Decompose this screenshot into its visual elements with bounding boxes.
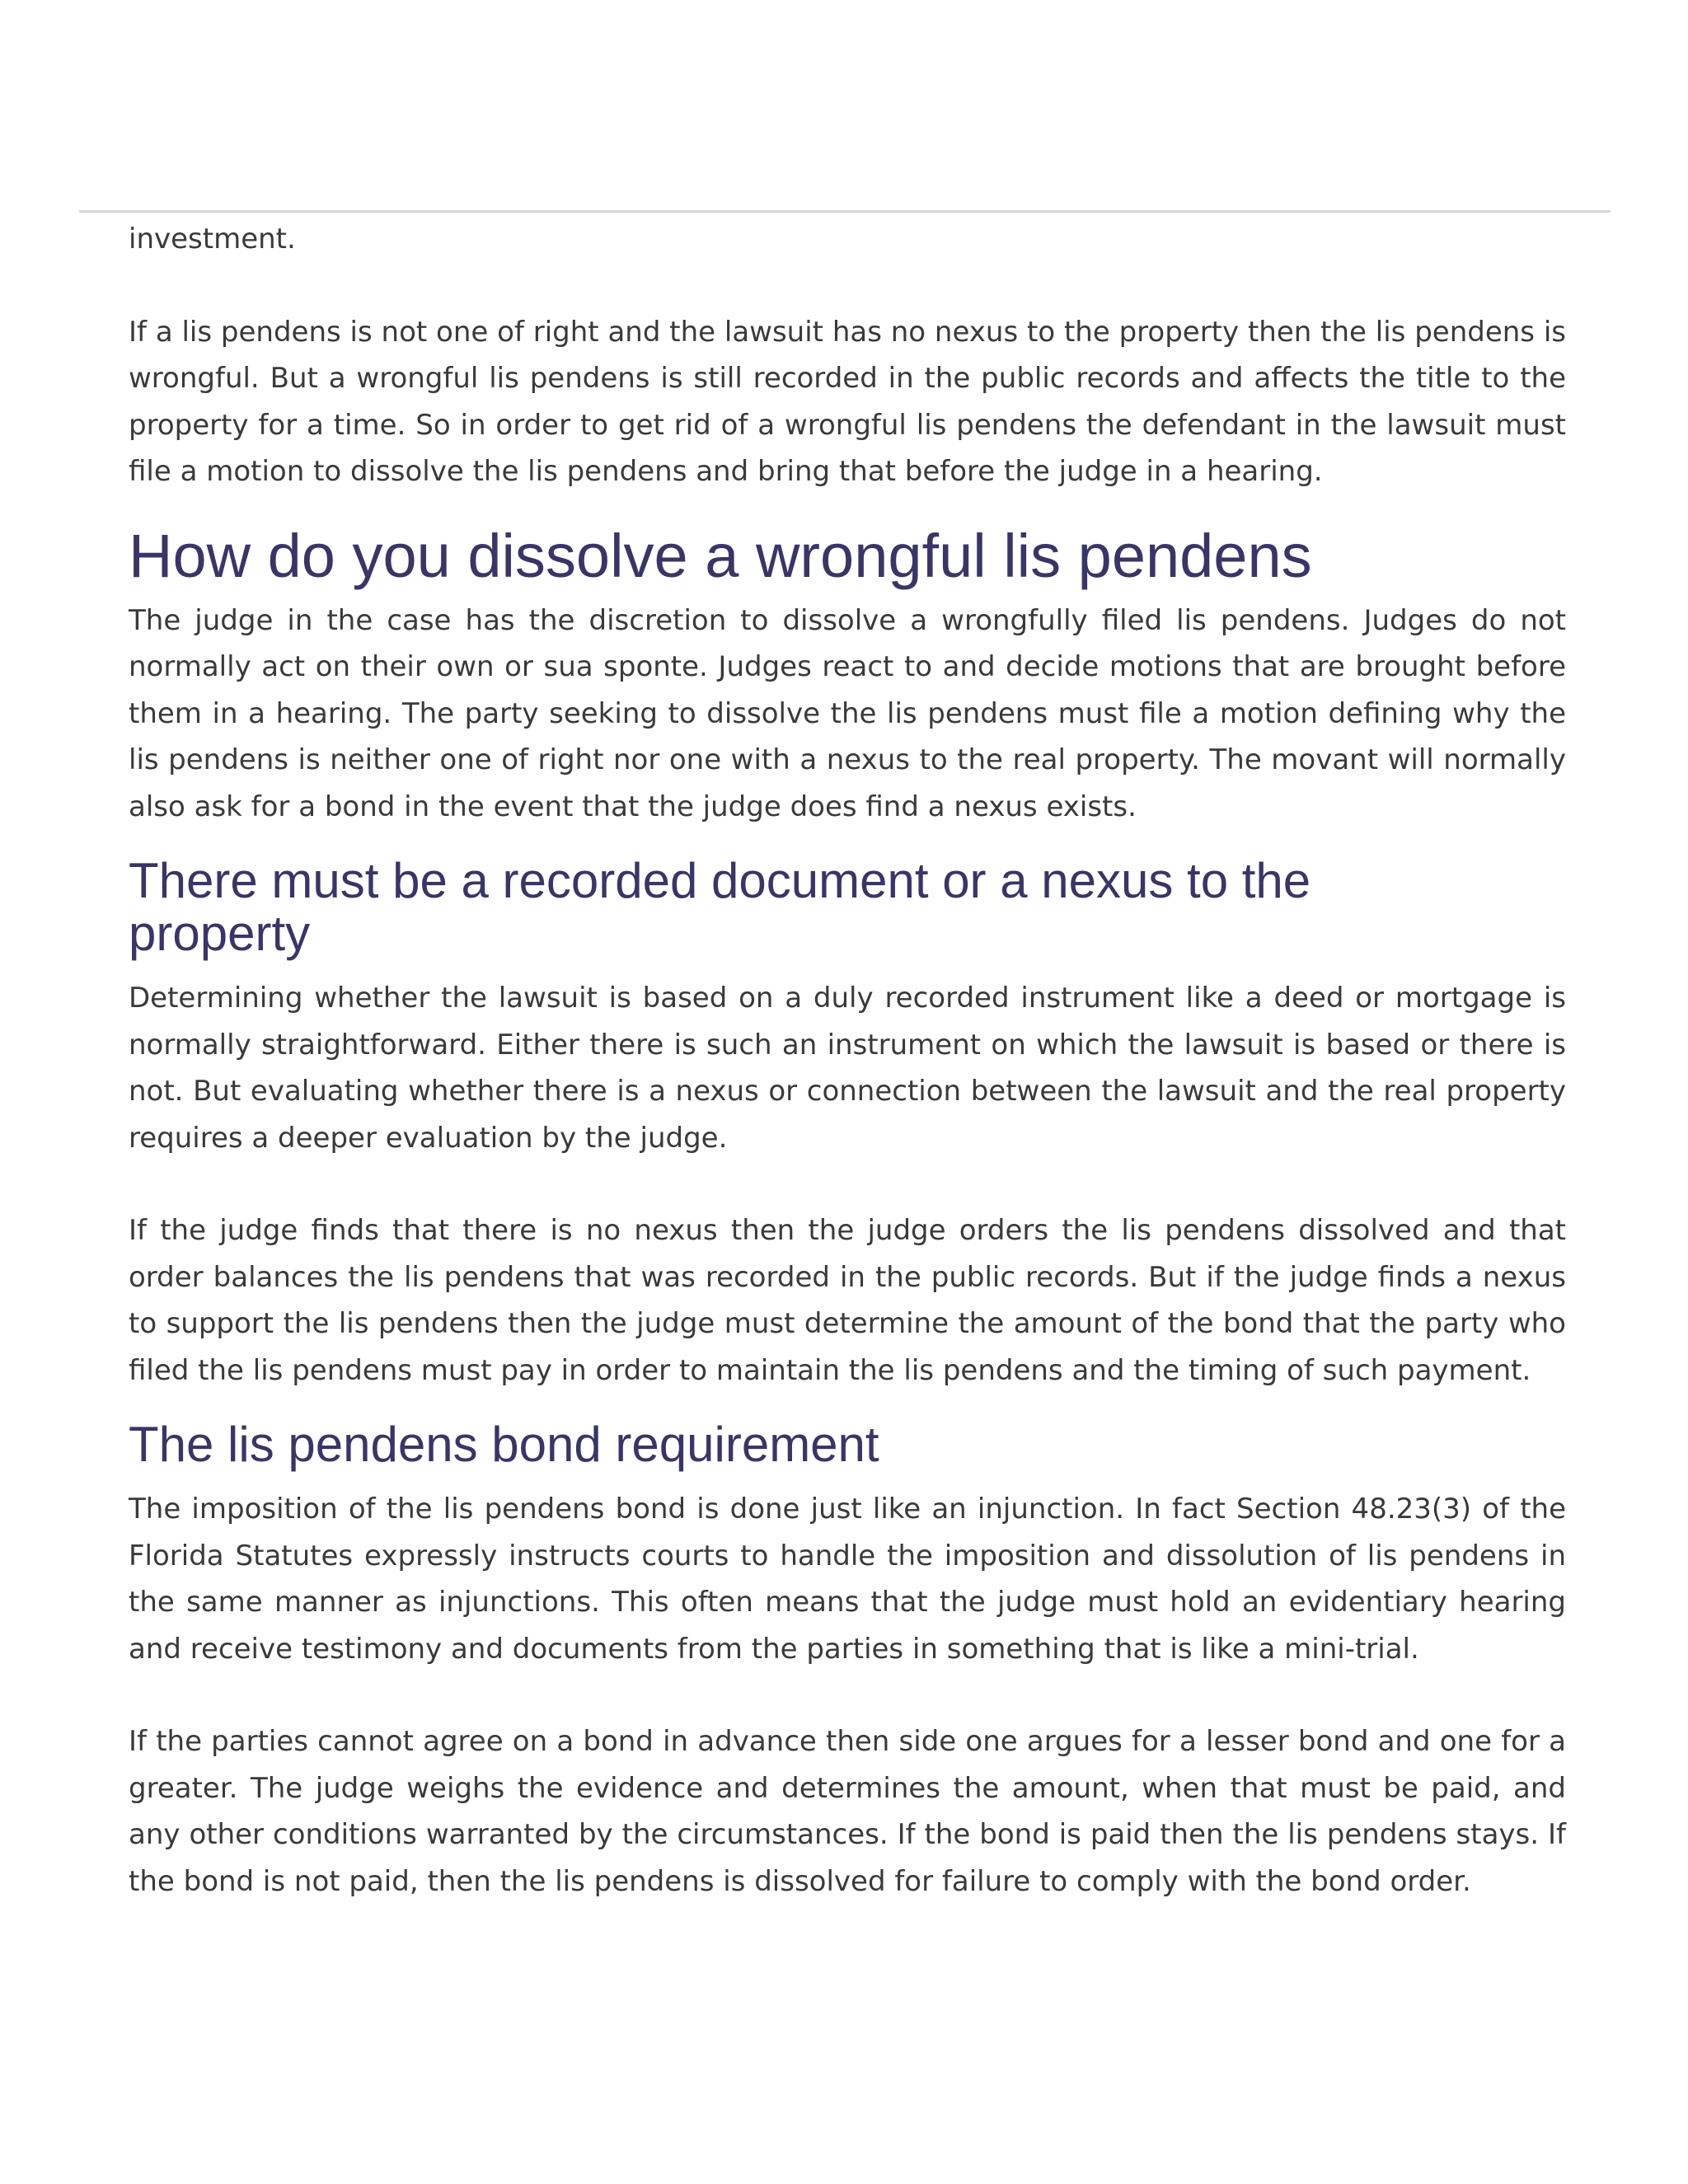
paragraph-wrongful-lis-pendens: If a lis pendens is not one of right and the lawsuit has no nexus to the property then the lis pendens is wrongful. But a wrongful lis pendens is still recorded in the public records and affects the title to the property for a time. So in order to get rid of a wrongful lis pendens the defendant in the lawsuit must file a motion to dissolve the lis pendens and bring that before the judge in a hearing. [129,315,1566,488]
heading-bond: The lis pendens bond requirement [129,1417,879,1472]
paragraph-nexus-2: If the judge finds that there is no nexus then the judge orders the lis pendens dissolved and that order balances the lis pendens that was recorded in the public records. But if the judge finds a nexus to support the lis pendens then the judge must determine the amount of the bond that the party who filed the lis pendens must pay in order to maintain the lis pendens and the timing of such payment. [129,1214,1566,1387]
header-divider [79,210,1611,213]
paragraph-nexus-1: Determining whether the lawsuit is based on a duly recorded instrument like a deed or mortgage is normally straightforward. Either there is such an instrument on which the lawsuit is based or there is not. But evaluating whether there is a nexus or connection between the lawsuit and the real property requires a deeper evaluation by the judge. [129,982,1566,1155]
paragraph-dissolve: The judge in the case has the discretion to dissolve a wrongfully filed lis pendens. Judges do not normally act on their own or sua sponte. Judges react to and decide motions that are brought before them in a hearing. The party seeking to dissolve the lis pendens must file a motion defining why the lis pendens is neither one of right nor one with a nexus to the real property. The movant will normally also ask for a bond in the event that the judge does find a nexus exists. [129,603,1566,823]
paragraph-bond-2: If the parties cannot agree on a bond in advance then side one argues for a lesser bond and one for a greater. The judge weighs the evidence and determines the amount, when that must be paid, and any other conditions warranted by the circumstances. If the bond is paid then the lis pendens stays. If the bond is not paid, then the lis pendens is dissolved for failure to comply with the bond order. [129,1725,1566,1898]
paragraph-bond-1: The imposition of the lis pendens bond is done just like an injunction. In fact Section 48.23(3) of the Florida Statutes expressly instructs courts to handle the imposition and dissolution of lis pendens in the same manner as injunctions. This often means that the judge must hold an evidentiary hearing and receive testimony and documents from the parties in something that is like a mini-trial. [129,1493,1566,1666]
article-body [129,216,1566,1905]
heading-dissolve: How do you dissolve a wrongful lis pendens [129,521,1312,590]
intro-fragment: investment. [129,223,296,255]
heading-nexus: There must be a recorded document or a nexus to the property [129,853,1311,961]
